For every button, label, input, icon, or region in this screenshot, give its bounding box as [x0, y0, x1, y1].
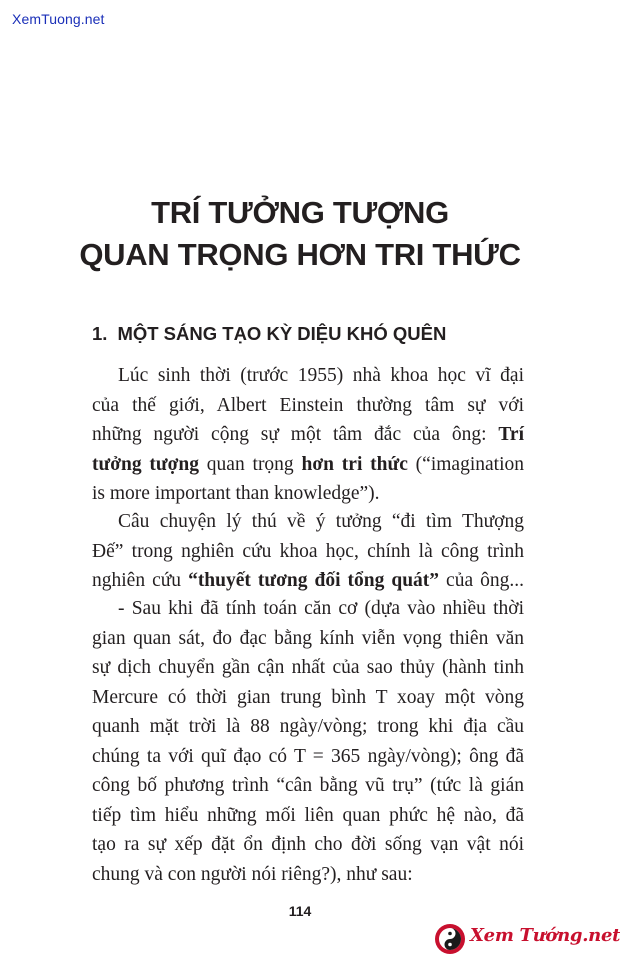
- watermark-top: XemTuong.net: [12, 11, 105, 27]
- text-line: is more important than knowledge”).: [92, 483, 380, 504]
- text-line: - Sau khi đã tính toán căn cơ (dựa vào nhiều thời: [118, 598, 524, 619]
- text-line: tạo ra sự xếp đặt ổn định cho đời sống vạn vật nói: [92, 834, 524, 855]
- text-line: công bố phương trình “cân bằng vũ trụ” (tức là gián: [92, 775, 524, 796]
- text-line: sự dịch chuyển gần cận nhất của sao thủy (hành tinh: [92, 657, 524, 678]
- text-line: [92, 566, 524, 596]
- chapter-title-line-2: QUAN TRỌNG HƠN TRI THỨC: [79, 237, 521, 272]
- text-run: những người cộng sự một tâm đắc của ông:: [92, 424, 499, 445]
- text-line: [92, 420, 524, 450]
- section-number: 1.: [92, 323, 108, 344]
- text-line: tiếp tìm hiểu những mối liên quan phức hệ nào, đã: [92, 804, 524, 826]
- text-line: Câu chuyện lý thú về ý tưởng “đi tìm Thượng: [118, 511, 524, 532]
- text-line: Mercure có thời gian trung bình T xoay một vòng: [92, 686, 524, 708]
- bold-text-run: tưởng tượng: [92, 453, 199, 475]
- text-line: gian quan sát, đo đạc bằng kính viễn vọng thiên văn: [92, 627, 524, 649]
- text-line: chúng ta với quĩ đạo có T = 365 ngày/vòng); ông đã: [92, 745, 524, 767]
- section-heading-text: MỘT SÁNG TẠO KỲ DIỆU KHÓ QUÊN: [117, 323, 447, 344]
- paragraph-1: [92, 361, 524, 509]
- bold-text-run: “thuyết tương đối tổng quát”: [188, 570, 440, 591]
- text-line: Lúc sinh thời (trước 1955) nhà khoa học vĩ đại: [118, 365, 524, 386]
- paragraph-2: [92, 507, 524, 596]
- text-run: quan trọng: [199, 453, 302, 475]
- text-line: Đế” trong nghiên cứu khoa học, chính là công trình: [92, 540, 524, 562]
- paragraph-3: [92, 594, 524, 889]
- yin-yang-icon: [434, 923, 466, 955]
- watermark-logo: [432, 920, 620, 960]
- bold-text-run: hơn tri thức: [301, 453, 408, 475]
- chapter-title-line-1: TRÍ TƯỞNG TƯỢNG: [151, 195, 449, 230]
- text-line: chung và con người nói riêng?), như sau:: [92, 863, 413, 885]
- bold-text-run: Trí: [498, 424, 524, 445]
- text-line: [92, 450, 524, 480]
- text-line: quanh mặt trời là 88 ngày/vòng; trong khi địa cầu: [92, 716, 524, 737]
- text-run: (“imagination: [407, 453, 524, 475]
- text-line: của thế giới, Albert Einstein thường tâm sự với: [92, 394, 524, 416]
- text-run: nghiên cứu: [92, 570, 189, 591]
- page-number: 114: [288, 903, 312, 919]
- chapter-title: [0, 192, 600, 276]
- section-heading: [92, 323, 446, 345]
- text-run: của ông...: [439, 570, 524, 591]
- watermark-logo-text: Xem Tướng.net: [470, 925, 620, 946]
